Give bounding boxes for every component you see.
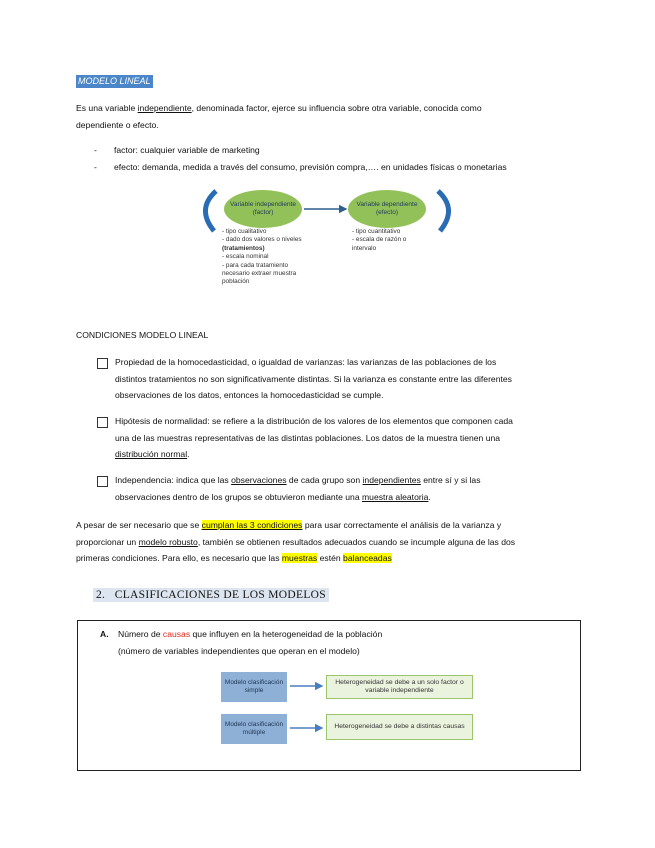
intro-underlined: independiente: [137, 103, 192, 113]
variables-diagram: [196, 187, 458, 297]
intro-paragraph: [76, 100, 576, 133]
multiple-model-result: Heterogeneidad se debe a distintas causas: [326, 714, 473, 740]
page-title: MODELO LINEAL: [78, 76, 151, 86]
conditions-heading: CONDICIONES MODELO LINEAL: [76, 330, 209, 340]
intro-text-2: , denominada factor, ejerce su influencia sobre otra variable, conocida como: [191, 103, 482, 113]
independent-notes: - tipo cualitativo - dado dos valores o niveles (tratamientos) - escala nominal - para cada tratamiento necesario extraer muestra población: [222, 228, 302, 286]
condition-independence: Independencia: indica que las observaciones de cada grupo son independientes entre sí y si las observaciones dentro de los grupos se obtuvieron mediante una muestra aleatoria.: [115, 475, 481, 502]
condition-checkbox-3[interactable]: [97, 476, 108, 487]
multiple-model-box: Modelo clasificación múltiple: [221, 714, 287, 744]
condition-homocedasticity: Propiedad de la homocedasticidad, o igualdad de varianzas: las varianzas de las poblaciones de los distintos tratamientos no son significativamente distintas. Si la varianza es constante entre las diferentes observaciones de los datos, entonces la homocedasticidad se cumple.: [115, 357, 512, 400]
list-item: - factor: cualquier variable de marketing: [94, 145, 260, 155]
simple-model-result: Heterogeneidad se debe a un solo factor o variable independiente: [326, 675, 473, 699]
dependent-notes: - tipo cuantitativo - escala de razón o intervalo: [352, 228, 407, 252]
condition-checkbox-2[interactable]: [97, 417, 108, 428]
intro-line-2: dependiente o efecto.: [76, 119, 159, 130]
left-curve-arrow: [205, 191, 216, 231]
condition-checkbox-1[interactable]: [97, 358, 108, 369]
closing-paragraph: A pesar de ser necesario que se cumplan las 3 condiciones para usar correctamente el análisis de la varianza y proporcionar un modelo robusto, también se obtienen resultados adecuados cuando se incumple alguna de las dos primeras condiciones. Para ello, es necesario que las muestras estén balanceadas: [76, 520, 516, 563]
boxA-label: A.: [100, 629, 109, 639]
condition-normality: Hipótesis de normalidad: se refiere a la distribución de los valores de los elementos que componen cada una de las muestras representativas de las distintas poblaciones. Los datos de la muestra tienen una distribución normal.: [115, 416, 513, 459]
dependent-variable-ellipse: Variable dependiente (efecto): [348, 190, 426, 228]
section-heading: 2. CLASIFICACIONES DE LOS MODELOS: [93, 588, 329, 602]
simple-model-box: Modelo clasificación simple: [221, 672, 287, 702]
list-item: - efecto: demanda, medida a través del consumo, previsión compra,…. en unidades físicas o monetarias: [94, 161, 507, 172]
classification-arrows: [288, 668, 328, 748]
right-curve-arrow: [438, 191, 449, 231]
intro-text: Es una variable: [76, 103, 138, 113]
bullet-list: [94, 142, 594, 175]
independent-variable-ellipse: Variable independiente (factor): [224, 190, 302, 228]
boxA-text: Número de causas que influyen en la heterogeneidad de la población (número de variables independientes que operan en el modelo): [118, 629, 383, 656]
